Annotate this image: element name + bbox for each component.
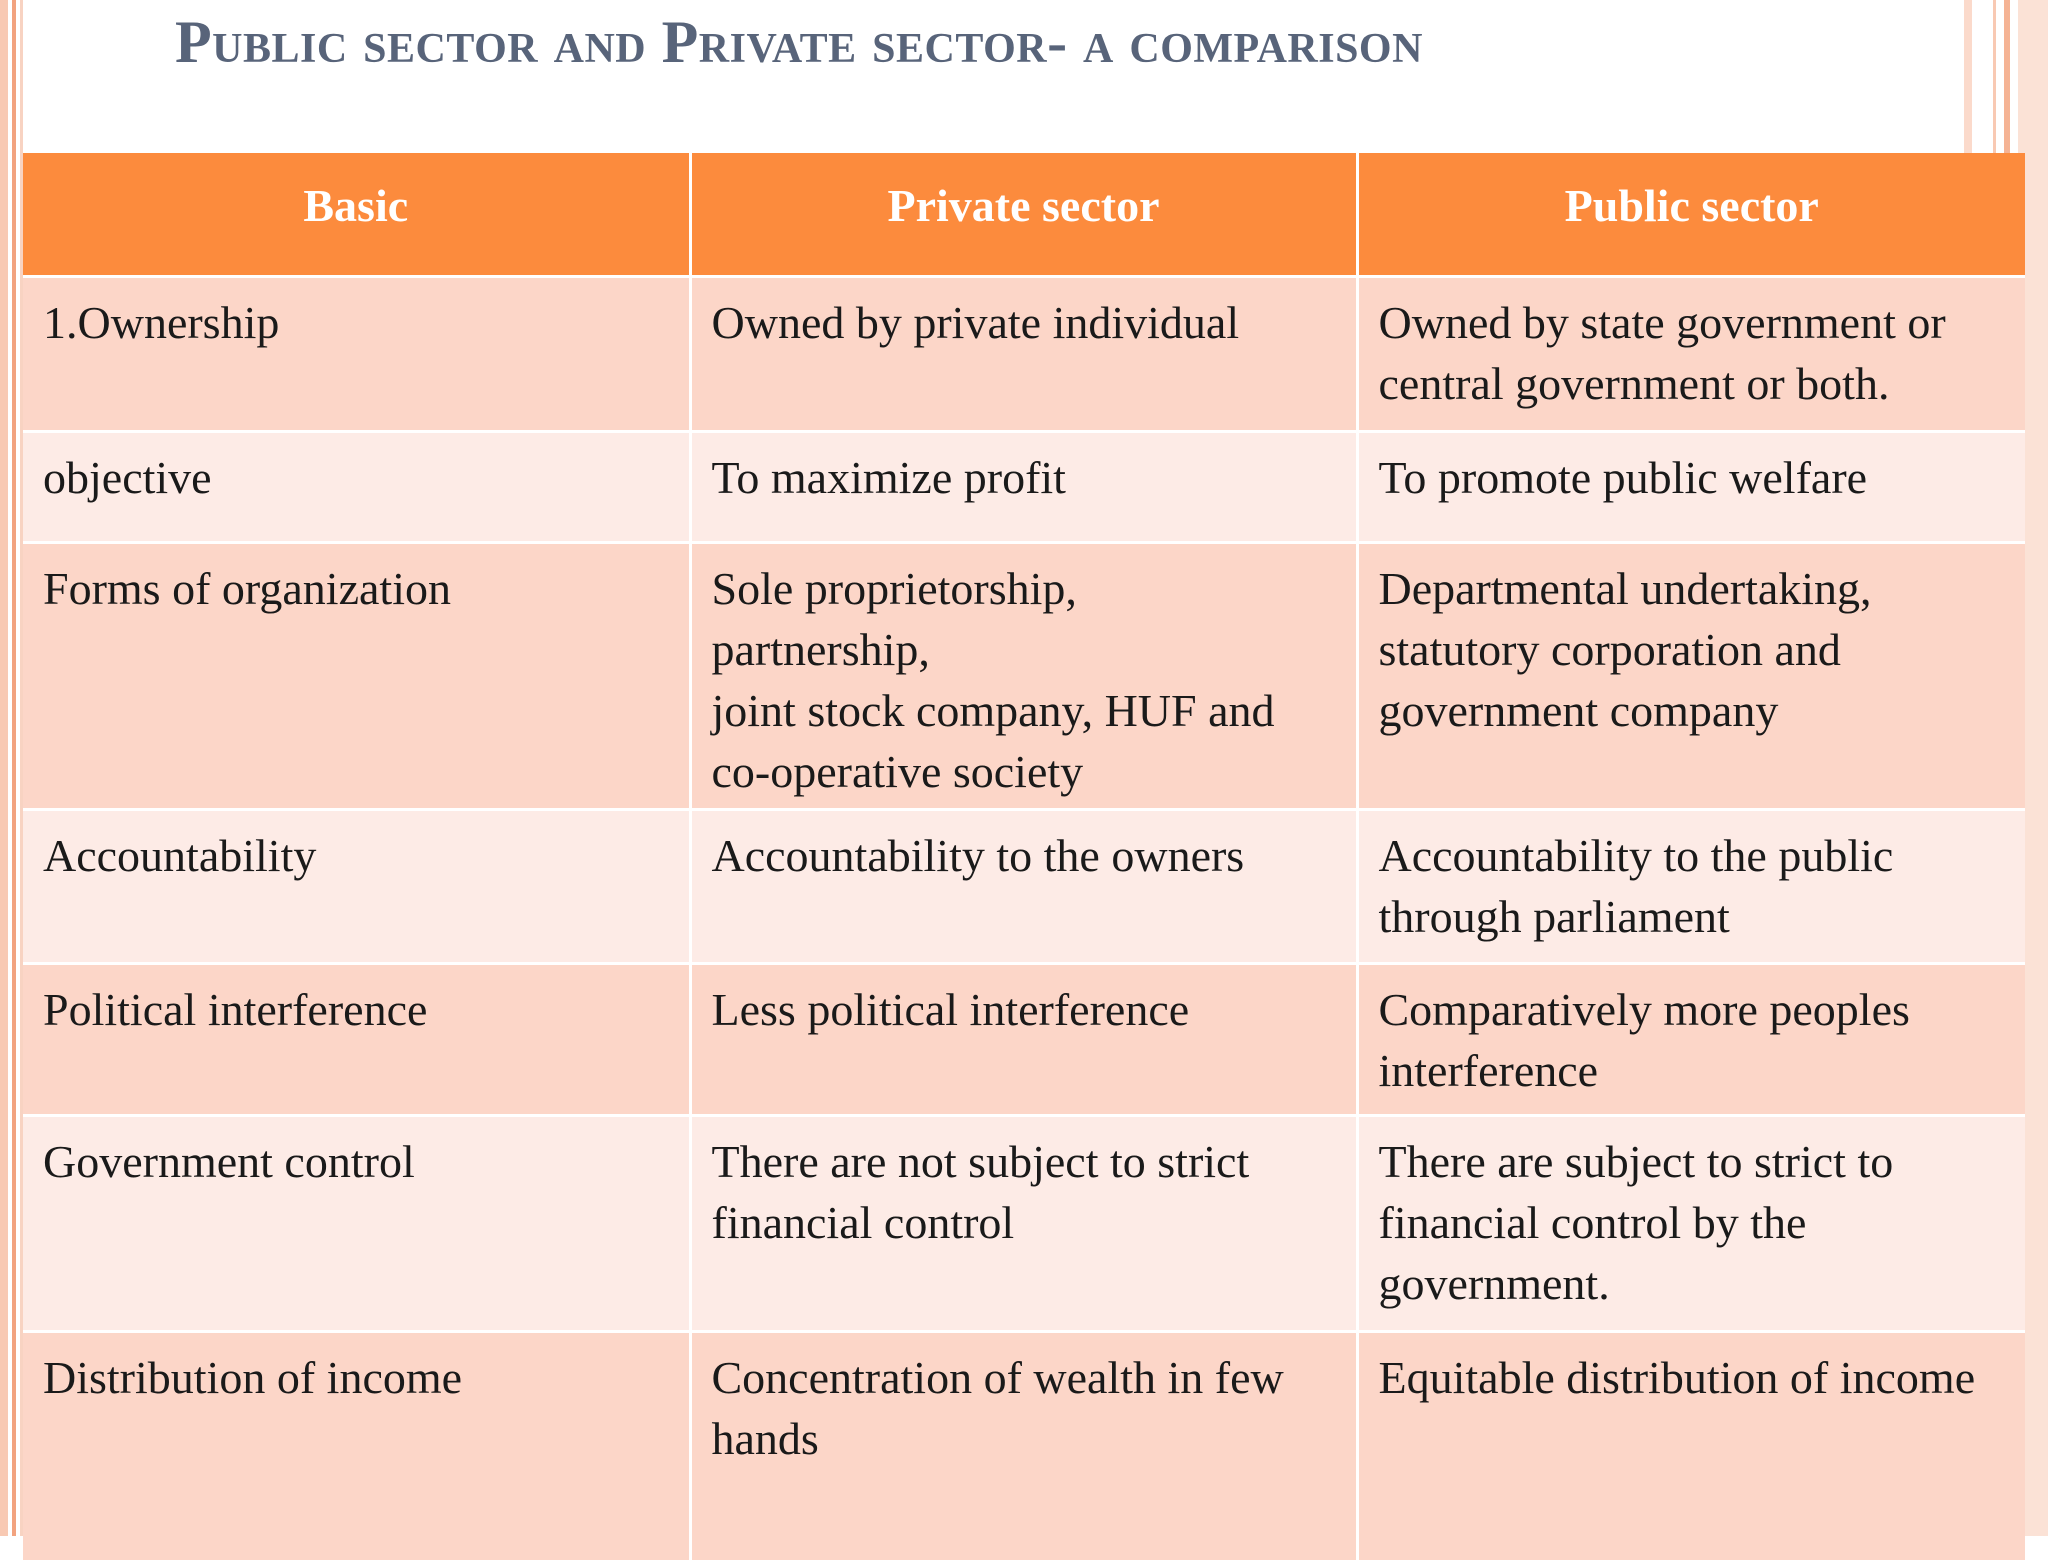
cell-private: To maximize profit [690,432,1357,543]
cell-private: There are not subject to strict financial control [690,1116,1357,1332]
cell-basic: Political interference [23,964,690,1116]
cell-public: Comparatively more peoples interference [1357,964,2025,1116]
cell-private: Owned by private individual [690,277,1357,432]
decorative-border-left [0,0,8,1536]
cell-public: There are subject to strict to financial control by the government. [1357,1116,2025,1332]
cell-basic: Distribution of income [23,1332,690,1562]
table-row-accountability [23,810,2025,964]
header-private-sector: Private sector [690,153,1357,277]
cell-public: Equitable distribution of income [1357,1332,2025,1562]
cell-basic: Government control [23,1116,690,1332]
table-header-row [23,153,2025,277]
cell-private: Sole proprietorship, partnership, joint stock company, HUF and co-operative society [690,543,1357,810]
cell-basic: objective [23,432,690,543]
table-row-government-control [23,1116,2025,1332]
cell-private: Accountability to the owners [690,810,1357,964]
cell-basic: Accountability [23,810,690,964]
comparison-table [23,153,2025,1563]
cell-private: Less political interference [690,964,1357,1116]
cell-basic: 1.Ownership [23,277,690,432]
cell-public: To promote public welfare [1357,432,2025,543]
table-row-ownership [23,277,2025,432]
cell-basic: Forms of organization [23,543,690,810]
table-row-forms-of-organization [23,543,2025,810]
table-row-political-interference [23,964,2025,1116]
slide-title: Public sector and Private sector- a comparison [175,9,1423,75]
cell-public: Departmental undertaking, statutory corporation and government company [1357,543,2025,810]
table-row-objective [23,432,2025,543]
table-row-distribution-of-income [23,1332,2025,1562]
cell-public: Owned by state government or central government or both. [1357,277,2025,432]
header-public-sector: Public sector [1357,153,2025,277]
cell-private: Concentration of wealth in few hands [690,1332,1357,1562]
decorative-border-left-inner [12,0,16,1536]
header-basic: Basic [23,153,690,277]
cell-public: Accountability to the public through parliament [1357,810,2025,964]
